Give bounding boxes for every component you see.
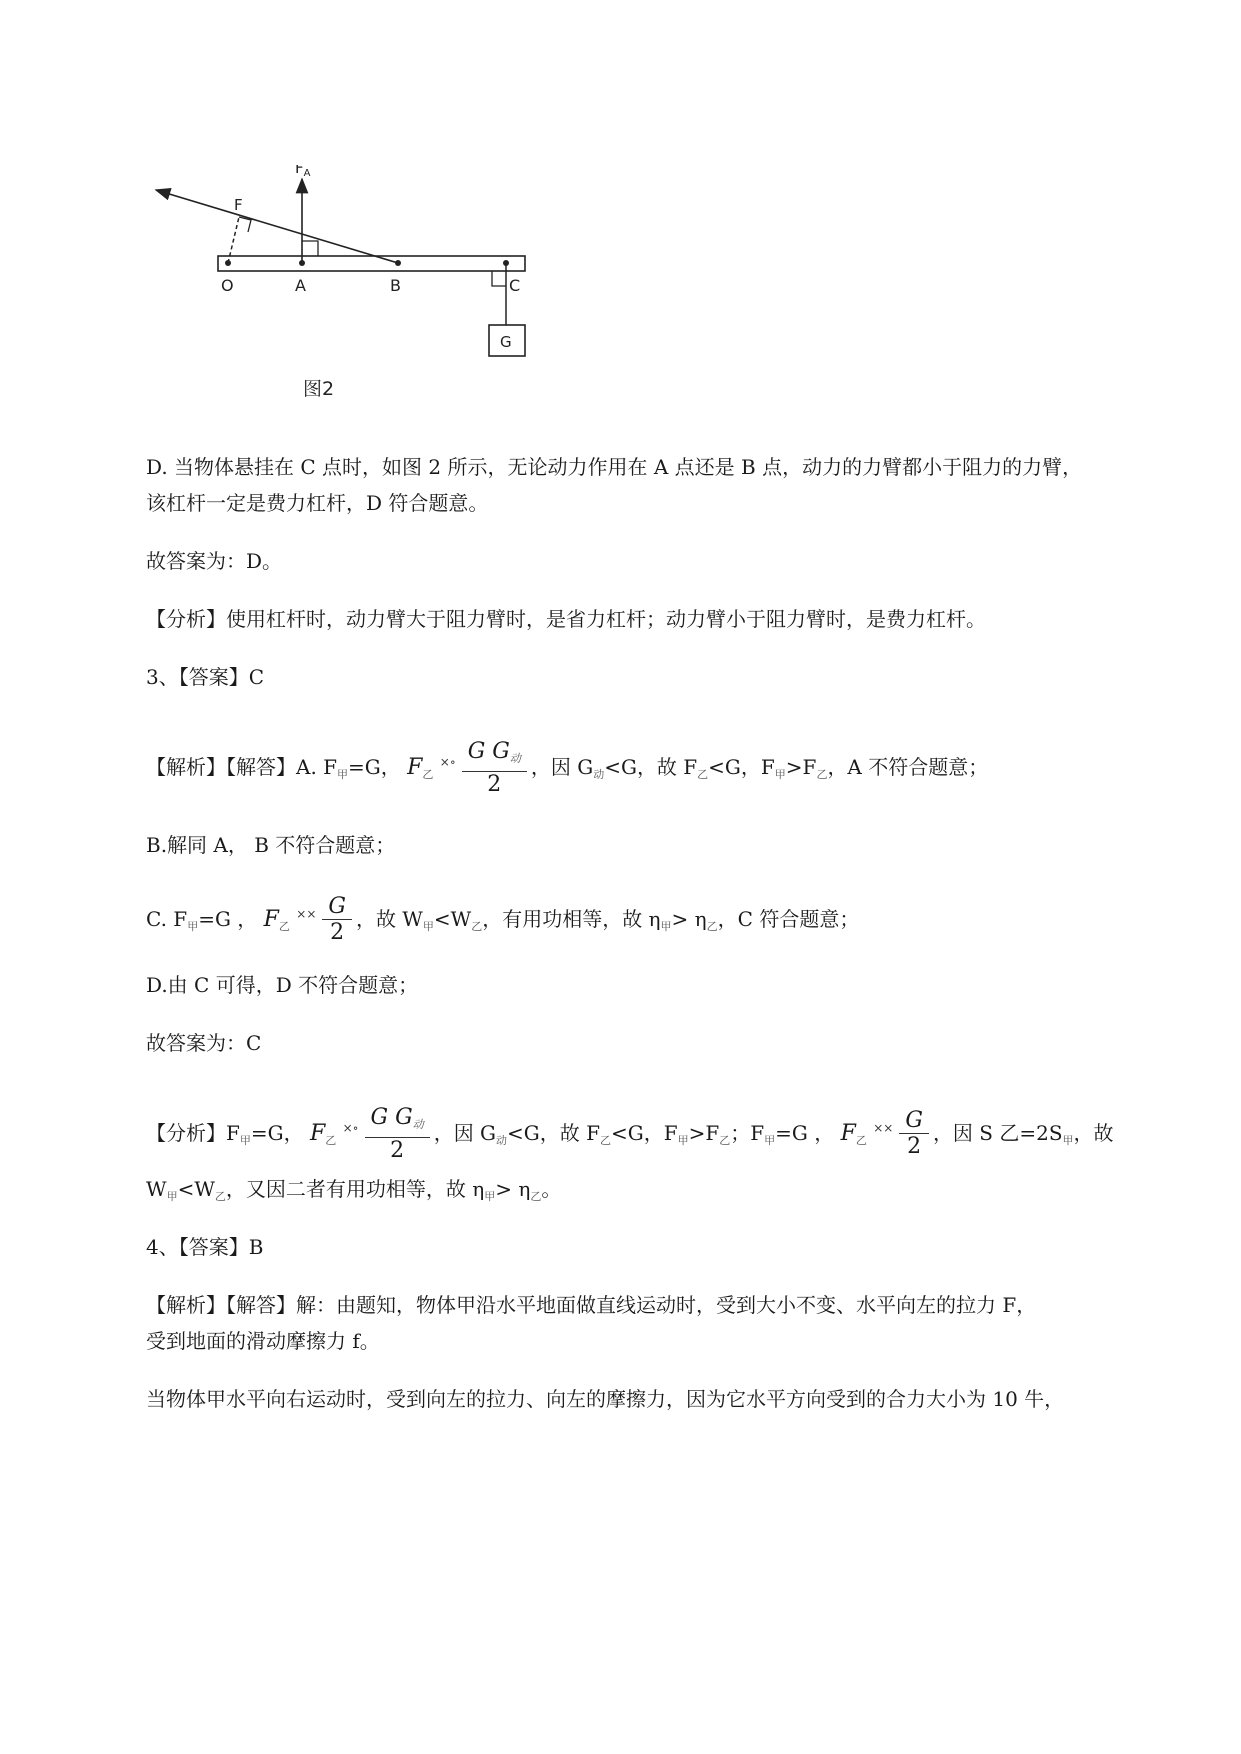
q3-an-den2: 2 [899, 1133, 929, 1160]
q3-a-tail: ，A 不符合题意； [827, 755, 989, 779]
q3-c-jia: 甲 [187, 920, 199, 933]
q3-a-mid2: <G，故 F [604, 755, 698, 779]
q3-an-eqg: =G， [250, 1121, 304, 1145]
q3-c-yi3: 乙 [706, 920, 718, 933]
figure-caption: 图2 [303, 378, 335, 400]
q3-c-jia3: 甲 [660, 920, 672, 933]
q3-an-num1: G G [370, 1104, 413, 1130]
label-o: O [221, 276, 234, 295]
q3-analysis-line2 [146, 1174, 1156, 1212]
q3-a-jia2: 甲 [774, 768, 786, 781]
q3-c-line [146, 884, 1156, 957]
q3-c-yi: 乙 [278, 920, 290, 933]
q3-an2-mid3: > η [495, 1177, 531, 1201]
q3-c-mid3: ，有用功相等，故 η [482, 907, 661, 931]
q3-a-yi: 乙 [422, 768, 434, 781]
q3-a-mid3: <G，F [708, 755, 775, 779]
q3-an-dong: 动 [496, 1134, 508, 1147]
para-d-line1: D. 当物体悬挂在 C 点时，如图 2 所示，无论动力作用在 A 点还是 B 点，动力的力臂都小于阻力的力臂， [146, 455, 1083, 479]
q3-a-num-sub: 动 [509, 751, 521, 765]
q3-c-num: G [328, 894, 346, 919]
label-g: G [500, 333, 512, 351]
q3-an-mid2: <G，故 F [507, 1121, 601, 1145]
q3-an-mid6: ，因 S 乙=2S [932, 1121, 1063, 1145]
q3-an2-tail: 。 [541, 1177, 562, 1201]
q3-an-fraction1 [365, 1106, 430, 1164]
q3-a-den: 2 [462, 771, 527, 798]
q3-c-mid1: ，故 W [355, 907, 423, 931]
answer-d: 故答案为：D。 [146, 549, 283, 573]
q3-an2-jia: 甲 [166, 1190, 178, 1203]
lever-diagram [150, 165, 610, 455]
q3-an2-w: W [146, 1177, 167, 1201]
q3-c-jia2: 甲 [422, 920, 434, 933]
q3-an-prefix: 【分析】F [146, 1121, 240, 1145]
q3-an-jia2: 甲 [677, 1134, 689, 1147]
q3-c-mid4: > η [671, 907, 707, 931]
right-angle-c [492, 271, 506, 286]
q3-an-yi3: 乙 [719, 1134, 731, 1147]
q3-an-mid5: ；F [730, 1121, 765, 1145]
q4-line2: 受到地面的滑动摩擦力 f。 [146, 1329, 380, 1353]
q3-an-yi: 乙 [325, 1134, 337, 1147]
label-b: B [390, 276, 401, 295]
q3-an-sym2: ×× [873, 1121, 894, 1135]
lever-bar [218, 256, 525, 271]
label-a: A [295, 276, 306, 295]
analysis-2: 【分析】使用杠杆时，动力臂大于阻力臂时，是省力杠杆；动力臂小于阻力臂时，是费力杠杆。 [146, 607, 986, 631]
q3-c-tail: ，C 符合题意； [717, 907, 860, 931]
q3-an-jia3: 甲 [764, 1134, 776, 1147]
q3-a-line [146, 732, 1156, 805]
q3-an-den1: 2 [365, 1137, 430, 1164]
label-f: F [234, 196, 243, 214]
q3-an-mid3: <G，F [611, 1121, 678, 1145]
q3-a-mid1: ，因 G [530, 755, 594, 779]
q3-an-f: F [309, 1121, 326, 1146]
q3-an-yi2: 乙 [600, 1134, 612, 1147]
q3-an-fraction2 [899, 1109, 929, 1160]
q3-c-yi2: 乙 [471, 920, 483, 933]
q3-b: B.解同 A， B 不符合题意； [146, 833, 396, 857]
q4-line3: 当物体甲水平向右运动时，受到向左的拉力、向左的摩擦力，因为它水平方向受到的合力大小为 10 牛， [146, 1387, 1065, 1411]
q3-an-yi4: 乙 [855, 1134, 867, 1147]
q3-an-eqg2: =G ， [775, 1121, 835, 1145]
q3-c-f: F [263, 907, 279, 932]
q3-answer: 故答案为：C [146, 1031, 262, 1055]
q4-title: 4、【答案】B [146, 1235, 264, 1259]
q4-line1: 【解析】【解答】解：由题知，物体甲沿水平地面做直线运动时，受到大小不变、水平向左的拉力 F， [146, 1293, 1037, 1317]
q3-a-prefix: 【解析】【解答】A. F [146, 755, 338, 779]
right-angle-f [239, 217, 251, 232]
q3-a-eqg: =G， [348, 755, 401, 779]
q3-an-num1-sub: 动 [412, 1117, 424, 1131]
q3-an-sym1: ×∘ [342, 1121, 359, 1135]
q3-c-den: 2 [322, 919, 352, 946]
q3-a-mid4: >F [785, 755, 817, 779]
q3-an-tail: ，故 [1073, 1121, 1114, 1145]
label-fa: $F_A$ [295, 165, 311, 179]
q3-an-jia4: 甲 [1062, 1134, 1074, 1147]
lever-figure [150, 165, 610, 455]
para-d-line2: 该杠杆一定是费力杠杆，D 符合题意。 [146, 491, 489, 515]
q3-an2-yi: 乙 [214, 1190, 226, 1203]
q3-c-sym: ×× [296, 907, 317, 921]
q3-c-mid2: <W [433, 907, 472, 931]
q3-d: D.由 C 可得，D 不符合题意； [146, 973, 419, 997]
q3-an-num2: G [905, 1108, 923, 1133]
q3-c-fraction [322, 895, 352, 946]
q3-an2-mid2: ，又因二者有用功相等，故 η [225, 1177, 485, 1201]
q3-an-jia: 甲 [239, 1134, 251, 1147]
q3-a-f: F [407, 755, 423, 780]
q3-title: 3、【答案】C [146, 665, 265, 689]
q3-c-eqg: =G ， [198, 907, 258, 931]
q3-c-prefix: C. F [146, 907, 188, 931]
q3-an-mid1: ，因 G [433, 1121, 497, 1145]
q3-analysis-line1 [146, 1098, 1156, 1171]
q3-an-mid4: >F [688, 1121, 720, 1145]
label-c: C [509, 276, 521, 295]
q3-a-dong: 动 [593, 768, 605, 781]
q3-an-f2: F [840, 1121, 856, 1146]
force-f-arrow [156, 190, 398, 263]
q3-an2-mid1: <W [177, 1177, 215, 1201]
q3-an2-jia2: 甲 [484, 1190, 496, 1203]
q3-a-yi3: 乙 [816, 768, 828, 781]
q3-a-yi2: 乙 [697, 768, 709, 781]
q3-a-sym: ×∘ [439, 755, 456, 769]
right-angle-a [302, 241, 318, 256]
q3-an2-yi2: 乙 [530, 1190, 542, 1203]
q3-a-jia: 甲 [337, 768, 349, 781]
q3-a-fraction [462, 740, 527, 798]
q3-a-num: G G [467, 738, 510, 764]
